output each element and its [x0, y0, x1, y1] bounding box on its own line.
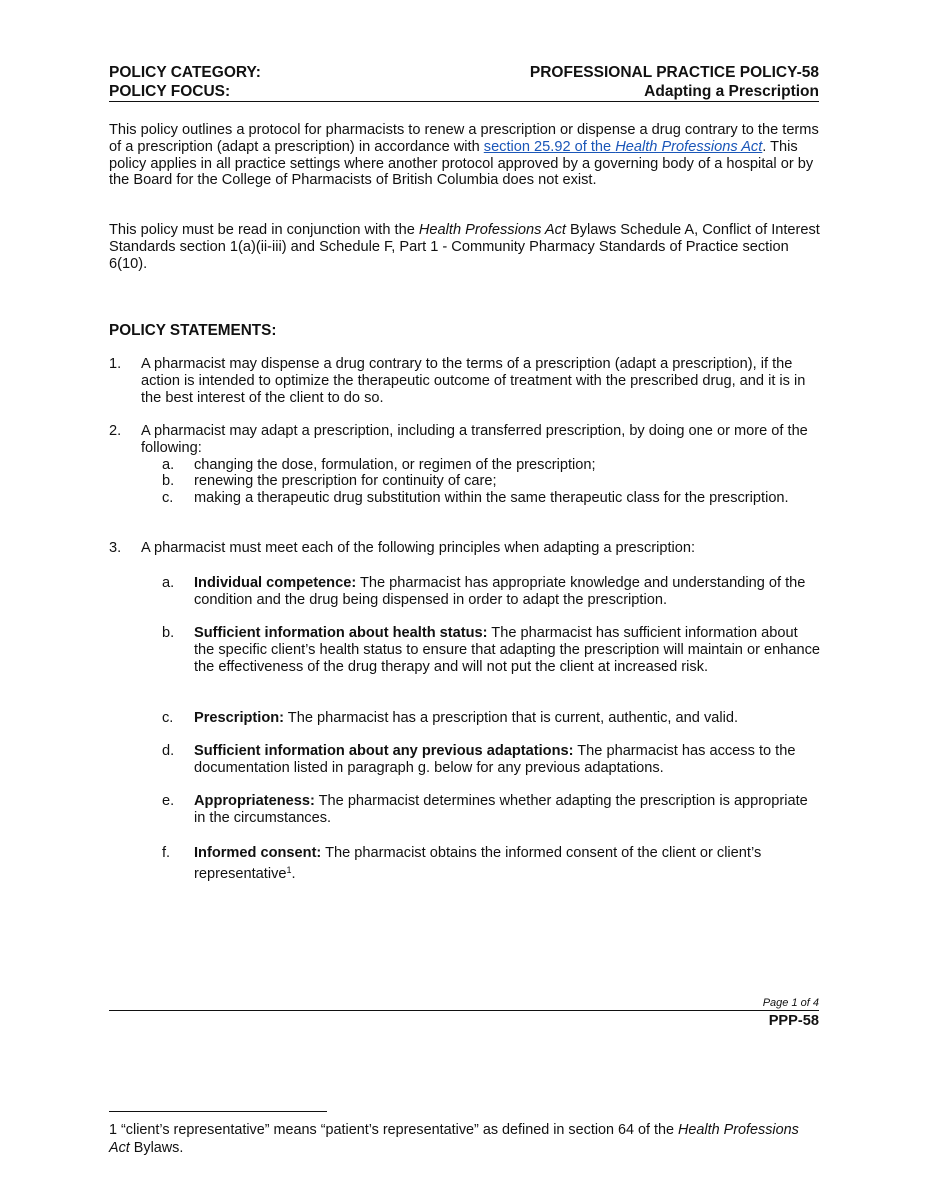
statement-1-text: A pharmacist may dispense a drug contrary to the terms of a prescription (adapt a prescription), if the action is intended to optimize the therapeutic outcome of treatment with the prescribed drug, and it is in the best interest of the client to do so.	[141, 356, 806, 406]
principle-letter: b.	[162, 625, 175, 641]
statement-1-number: 1.	[109, 356, 122, 372]
principle-health-status: Sufficient information about health status: The pharmacist has sufficient information about the specific client’s health status to ensure that adapting the prescription will maintain or enhance the effectiveness of the drug therapy and will not put the client at increased risk.	[194, 625, 821, 675]
footnote: 1 “client’s representative” means “patient’s representative” as defined in section 64 of the Health Professions Act Bylaws.	[109, 1122, 799, 1156]
header-divider	[109, 101, 819, 102]
principle-letter: d.	[162, 743, 175, 759]
principle-prescription: Prescription: The pharmacist has a prescription that is current, authentic, and valid.	[194, 710, 739, 726]
document-code: PPP-58	[768, 1013, 819, 1029]
act-section-link[interactable]: section 25.92 of the Health Professions Act	[483, 138, 763, 155]
principle-letter: f.	[162, 845, 171, 861]
intro-paragraph-2: This policy must be read in conjunction with the Health Professions Act Bylaws Schedule A, Conflict of Interest Standards section 1(a)(ii-iii) and Schedule F, Part 1 - Community Pharmacy Standards of Practice section 6(10).	[109, 222, 820, 272]
focus-value: Adapting a Prescription	[644, 83, 819, 100]
statement-3-text: A pharmacist must meet each of the following principles when adapting a prescription:	[141, 540, 696, 556]
header-focus-row	[109, 82, 819, 101]
footer-divider	[109, 1010, 819, 1011]
statement-2-number: 2.	[109, 423, 122, 439]
principle-individual-competence: Individual competence: The pharmacist has appropriate knowledge and understanding of the condition and the drug being dispensed in order to adapt the prescription.	[194, 575, 806, 608]
list-item-letter: c.	[162, 490, 174, 506]
header-category-row	[109, 63, 819, 82]
principle-letter: e.	[162, 793, 175, 809]
list-item-letter: b.	[162, 473, 175, 489]
list-item: renewing the prescription for continuity of care;	[194, 473, 497, 489]
statement-2-text: A pharmacist may adapt a prescription, including a transferred prescription, by doing one or more of the following:	[141, 423, 808, 456]
principle-letter: a.	[162, 575, 175, 591]
focus-label: POLICY FOCUS:	[109, 83, 231, 100]
statement-3-number: 3.	[109, 540, 122, 556]
page-number: Page 1 of 4	[762, 997, 819, 1009]
principle-letter: c.	[162, 710, 174, 726]
category-label: POLICY CATEGORY:	[109, 64, 261, 81]
footnote-reference[interactable]: 1	[286, 864, 292, 875]
principle-appropriateness: Appropriateness: The pharmacist determines whether adapting the prescription is appropriate in the circumstances.	[194, 793, 808, 826]
list-item: changing the dose, formulation, or regimen of the prescription;	[194, 457, 596, 473]
principle-previous-adaptations: Sufficient information about any previous adaptations: The pharmacist has access to the documentation listed in paragraph g. below for any previous adaptations.	[194, 743, 796, 776]
category-value: PROFESSIONAL PRACTICE POLICY-58	[529, 64, 819, 81]
principle-informed-consent: Informed consent: The pharmacist obtains the informed consent of the client or client’s representative$^1$.	[194, 845, 762, 882]
footnote-divider	[109, 1111, 327, 1112]
policy-statements-title: POLICY STATEMENTS:	[109, 322, 277, 339]
list-item-letter: a.	[162, 457, 175, 473]
intro-paragraph-1: This policy outlines a protocol for pharmacists to renew a prescription or dispense a drug contrary to the terms of a prescription (adapt a prescription) in accordance with section 25.92 of the Health Professions Act. This policy applies in all practice settings where another protocol approved by a governing body of a hospital or by the Board for the College of Pharmacists of British Columbia does not exist.	[109, 122, 819, 189]
list-item: making a therapeutic drug substitution within the same therapeutic class for the prescription.	[194, 490, 789, 506]
